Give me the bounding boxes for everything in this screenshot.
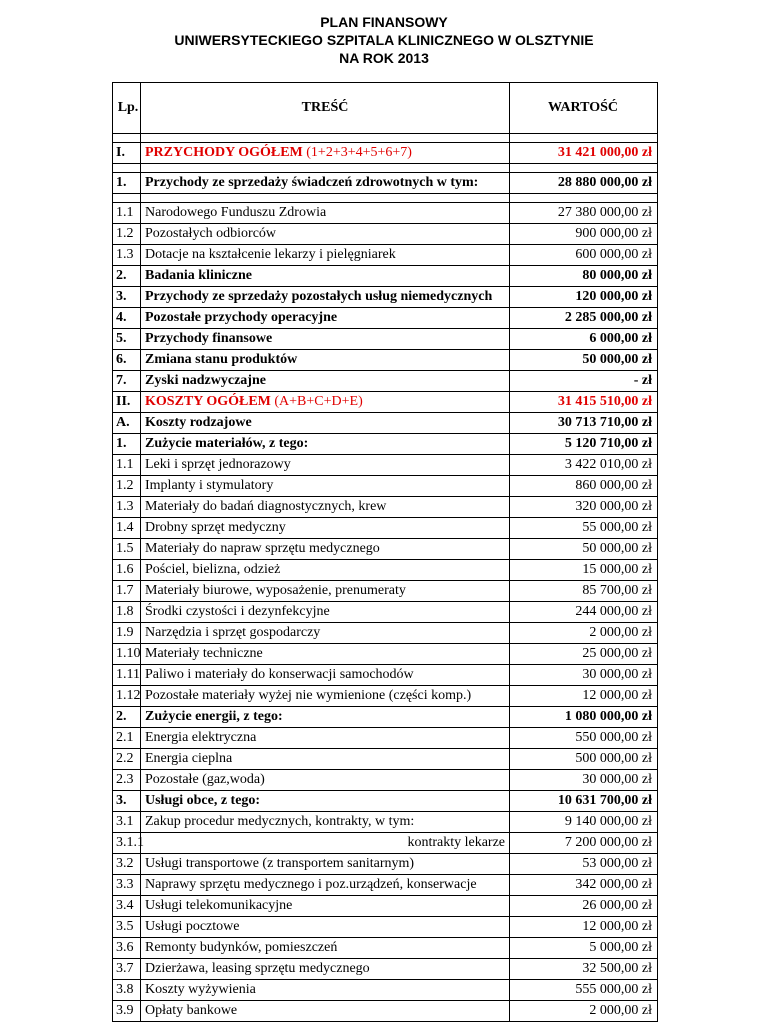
table-row bbox=[113, 413, 658, 434]
table-row bbox=[113, 749, 658, 770]
row-lp: 1.8 bbox=[113, 602, 141, 623]
table-row bbox=[113, 203, 658, 224]
row-value: 30 000,00 zł bbox=[510, 665, 658, 686]
row-value: 5 000,00 zł bbox=[510, 938, 658, 959]
row-lp: 1.2 bbox=[113, 476, 141, 497]
table-row bbox=[113, 791, 658, 812]
table-row bbox=[113, 350, 658, 371]
row-desc: Dotacje na kształcenie lekarzy i pielęgniarek bbox=[141, 245, 510, 266]
table-row bbox=[113, 917, 658, 938]
row-value: 342 000,00 zł bbox=[510, 875, 658, 896]
row-lp: 1.1 bbox=[113, 455, 141, 476]
row-desc: Materiały do napraw sprzętu medycznego bbox=[141, 539, 510, 560]
row-desc: Usługi obce, z tego: bbox=[141, 791, 510, 812]
row-desc: Pozostałe (gaz,woda) bbox=[141, 770, 510, 791]
row-lp: 2. bbox=[113, 707, 141, 728]
row-lp: 3.3 bbox=[113, 875, 141, 896]
row-desc: Pozostałe przychody operacyjne bbox=[141, 308, 510, 329]
header-tresc: TREŚĆ bbox=[141, 83, 510, 134]
row-desc: Przychody ze sprzedaży pozostałych usług niemedycznych bbox=[141, 287, 510, 308]
row-desc: Usługi telekomunikacyjne bbox=[141, 896, 510, 917]
row-value: 53 000,00 zł bbox=[510, 854, 658, 875]
table-row bbox=[113, 707, 658, 728]
row-lp: 3.5 bbox=[113, 917, 141, 938]
table-row bbox=[113, 644, 658, 665]
row-value: 28 880 000,00 zł bbox=[510, 173, 658, 194]
row-lp: 1.9 bbox=[113, 623, 141, 644]
table-row bbox=[113, 371, 658, 392]
row-value: 2 285 000,00 zł bbox=[510, 308, 658, 329]
row-value: 600 000,00 zł bbox=[510, 245, 658, 266]
row-value: 244 000,00 zł bbox=[510, 602, 658, 623]
row-lp: 3.7 bbox=[113, 959, 141, 980]
row-desc: Przychody ze sprzedaży świadczeń zdrowotnych w tym: bbox=[141, 173, 510, 194]
row-value: 26 000,00 zł bbox=[510, 896, 658, 917]
table-row bbox=[113, 896, 658, 917]
row-value: 6 000,00 zł bbox=[510, 329, 658, 350]
row-lp: 1.4 bbox=[113, 518, 141, 539]
table-row bbox=[113, 497, 658, 518]
row-lp: 1.6 bbox=[113, 560, 141, 581]
row-value: 50 000,00 zł bbox=[510, 350, 658, 371]
row-value: 550 000,00 zł bbox=[510, 728, 658, 749]
row-value: 7 200 000,00 zł bbox=[510, 833, 658, 854]
row-desc: Paliwo i materiały do konserwacji samochodów bbox=[141, 665, 510, 686]
row-value: 31 421 000,00 zł bbox=[510, 143, 658, 164]
row-lp: 5. bbox=[113, 329, 141, 350]
row-desc: Pościel, bielizna, odzież bbox=[141, 560, 510, 581]
table-row bbox=[113, 518, 658, 539]
row-value: 3 422 010,00 zł bbox=[510, 455, 658, 476]
row-value: 32 500,00 zł bbox=[510, 959, 658, 980]
row-lp: 4. bbox=[113, 308, 141, 329]
spacer-row bbox=[113, 164, 658, 173]
table-row bbox=[113, 173, 658, 194]
spacer-row bbox=[113, 194, 658, 203]
table-row bbox=[113, 539, 658, 560]
table-row bbox=[113, 728, 658, 749]
row-desc: Zużycie materiałów, z tego: bbox=[141, 434, 510, 455]
row-desc: Naprawy sprzętu medycznego i poz.urządzeń, konserwacje bbox=[141, 875, 510, 896]
row-value: 120 000,00 zł bbox=[510, 287, 658, 308]
row-desc: Zakup procedur medycznych, kontrakty, w tym: bbox=[141, 812, 510, 833]
row-desc: Zmiana stanu produktów bbox=[141, 350, 510, 371]
row-lp: 3. bbox=[113, 791, 141, 812]
row-lp: 6. bbox=[113, 350, 141, 371]
row-desc: Dzierżawa, leasing sprzętu medycznego bbox=[141, 959, 510, 980]
row-value: 9 140 000,00 zł bbox=[510, 812, 658, 833]
row-value: 12 000,00 zł bbox=[510, 917, 658, 938]
table-row bbox=[113, 686, 658, 707]
table-row bbox=[113, 602, 658, 623]
row-desc: Usługi transportowe (z transportem sanitarnym) bbox=[141, 854, 510, 875]
row-desc: Energia cieplna bbox=[141, 749, 510, 770]
table-row bbox=[113, 980, 658, 1001]
table-row bbox=[113, 581, 658, 602]
table-row bbox=[113, 833, 658, 854]
row-desc: Materiały biurowe, wyposażenie, prenumeraty bbox=[141, 581, 510, 602]
row-desc-sub: (A+B+C+D+E) bbox=[270, 394, 363, 409]
row-lp: I. bbox=[113, 143, 141, 164]
row-value: 31 415 510,00 zł bbox=[510, 392, 658, 413]
row-desc: Narodowego Funduszu Zdrowia bbox=[141, 203, 510, 224]
row-lp: 7. bbox=[113, 371, 141, 392]
row-value: 55 000,00 zł bbox=[510, 518, 658, 539]
row-desc: Opłaty bankowe bbox=[141, 1001, 510, 1022]
row-desc: Koszty rodzajowe bbox=[141, 413, 510, 434]
row-desc: Zużycie energii, z tego: bbox=[141, 707, 510, 728]
row-lp: 1.2 bbox=[113, 224, 141, 245]
spacer-row bbox=[113, 134, 658, 143]
row-value: 15 000,00 zł bbox=[510, 560, 658, 581]
row-lp: 3.2 bbox=[113, 854, 141, 875]
row-lp: 3. bbox=[113, 287, 141, 308]
row-lp: 2.3 bbox=[113, 770, 141, 791]
row-desc bbox=[141, 143, 510, 164]
row-desc: Implanty i stymulatory bbox=[141, 476, 510, 497]
row-desc: Koszty wyżywienia bbox=[141, 980, 510, 1001]
row-value: - zł bbox=[510, 371, 658, 392]
document-title-line-1: PLAN FINANSOWY bbox=[320, 14, 448, 30]
table-row bbox=[113, 266, 658, 287]
table-row bbox=[113, 1001, 658, 1022]
row-value: 10 631 700,00 zł bbox=[510, 791, 658, 812]
row-desc: Materiały do badań diagnostycznych, krew bbox=[141, 497, 510, 518]
row-lp: 3.4 bbox=[113, 896, 141, 917]
row-desc: Leki i sprzęt jednorazowy bbox=[141, 455, 510, 476]
row-lp: 1.3 bbox=[113, 245, 141, 266]
table-row bbox=[113, 665, 658, 686]
row-desc: Usługi pocztowe bbox=[141, 917, 510, 938]
row-lp: II. bbox=[113, 392, 141, 413]
row-desc bbox=[141, 392, 510, 413]
table-row bbox=[113, 938, 658, 959]
row-desc: Badania kliniczne bbox=[141, 266, 510, 287]
table-row bbox=[113, 770, 658, 791]
table-row bbox=[113, 959, 658, 980]
table-row bbox=[113, 308, 658, 329]
header-wartosc: WARTOŚĆ bbox=[510, 83, 658, 134]
row-lp: 3.1 bbox=[113, 812, 141, 833]
row-value: 12 000,00 zł bbox=[510, 686, 658, 707]
document-title-line-3: NA ROK 2013 bbox=[339, 50, 429, 66]
row-lp: 2. bbox=[113, 266, 141, 287]
table-row bbox=[113, 875, 658, 896]
row-lp: 1.11 bbox=[113, 665, 141, 686]
row-lp: 1. bbox=[113, 434, 141, 455]
table-row bbox=[113, 287, 658, 308]
row-lp: 1.1 bbox=[113, 203, 141, 224]
row-desc: Pozostałe materiały wyżej nie wymienione (części komp.) bbox=[141, 686, 510, 707]
row-lp: 1.12 bbox=[113, 686, 141, 707]
table-row bbox=[113, 224, 658, 245]
table-row bbox=[113, 245, 658, 266]
table-row bbox=[113, 560, 658, 581]
financial-plan-table bbox=[112, 82, 658, 1022]
row-value: 30 713 710,00 zł bbox=[510, 413, 658, 434]
table-row bbox=[113, 623, 658, 644]
row-lp: 2.1 bbox=[113, 728, 141, 749]
row-lp: 1.7 bbox=[113, 581, 141, 602]
table-header-row bbox=[113, 83, 658, 134]
row-value: 27 380 000,00 zł bbox=[510, 203, 658, 224]
row-value: 320 000,00 zł bbox=[510, 497, 658, 518]
row-value: 2 000,00 zł bbox=[510, 1001, 658, 1022]
row-value: 900 000,00 zł bbox=[510, 224, 658, 245]
table-row bbox=[113, 392, 658, 413]
row-value: 25 000,00 zł bbox=[510, 644, 658, 665]
row-value: 30 000,00 zł bbox=[510, 770, 658, 791]
row-desc: Środki czystości i dezynfekcyjne bbox=[141, 602, 510, 623]
row-desc: Narzędzia i sprzęt gospodarczy bbox=[141, 623, 510, 644]
row-lp: A. bbox=[113, 413, 141, 434]
table-row bbox=[113, 854, 658, 875]
row-desc: Zyski nadzwyczajne bbox=[141, 371, 510, 392]
row-lp: 1.3 bbox=[113, 497, 141, 518]
row-lp: 3.9 bbox=[113, 1001, 141, 1022]
row-desc: kontrakty lekarze bbox=[141, 833, 510, 854]
row-value: 2 000,00 zł bbox=[510, 623, 658, 644]
row-lp: 1. bbox=[113, 173, 141, 194]
row-desc-sub: (1+2+3+4+5+6+7) bbox=[302, 145, 412, 160]
row-lp: 3.8 bbox=[113, 980, 141, 1001]
row-value: 85 700,00 zł bbox=[510, 581, 658, 602]
row-lp: 2.2 bbox=[113, 749, 141, 770]
row-lp: 3.6 bbox=[113, 938, 141, 959]
row-lp: 1.5 bbox=[113, 539, 141, 560]
table-row bbox=[113, 812, 658, 833]
row-desc: Materiały techniczne bbox=[141, 644, 510, 665]
table-row bbox=[113, 143, 658, 164]
header-lp: Lp. bbox=[113, 83, 141, 134]
row-value: 80 000,00 zł bbox=[510, 266, 658, 287]
row-value: 500 000,00 zł bbox=[510, 749, 658, 770]
table-row bbox=[113, 476, 658, 497]
table-row bbox=[113, 455, 658, 476]
row-desc: Energia elektryczna bbox=[141, 728, 510, 749]
row-lp: 3.1.1 bbox=[113, 833, 141, 854]
table-row bbox=[113, 434, 658, 455]
row-value: 555 000,00 zł bbox=[510, 980, 658, 1001]
document-title-line-2: UNIWERSYTECKIEGO SZPITALA KLINICZNEGO W OLSZTYNIE bbox=[174, 32, 594, 48]
row-desc: Przychody finansowe bbox=[141, 329, 510, 350]
row-value: 1 080 000,00 zł bbox=[510, 707, 658, 728]
row-desc: Drobny sprzęt medyczny bbox=[141, 518, 510, 539]
row-value: 860 000,00 zł bbox=[510, 476, 658, 497]
row-desc-main: PRZYCHODY OGÓŁEM bbox=[145, 145, 303, 160]
row-value: 5 120 710,00 zł bbox=[510, 434, 658, 455]
row-desc-main: KOSZTY OGÓŁEM bbox=[145, 394, 271, 409]
table-row bbox=[113, 329, 658, 350]
row-lp: 1.10 bbox=[113, 644, 141, 665]
row-desc: Remonty budynków, pomieszczeń bbox=[141, 938, 510, 959]
row-desc: Pozostałych odbiorców bbox=[141, 224, 510, 245]
row-value: 50 000,00 zł bbox=[510, 539, 658, 560]
